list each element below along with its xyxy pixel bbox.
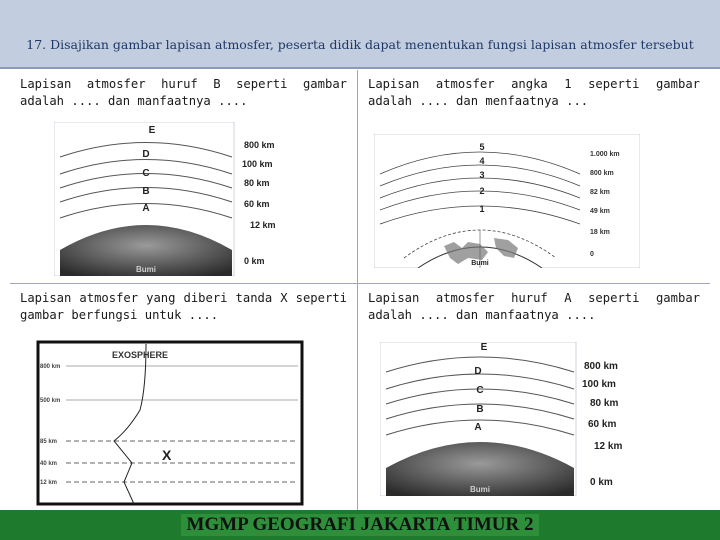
marker-x: X [162,447,172,463]
layer-label-b: B [476,404,484,415]
altitude-label: 100 km [242,159,273,169]
layer-label-d: D [142,149,150,160]
footer-title: MGMP GEOGRAFI JAKARTA TIMUR 2 [181,514,540,536]
layer-label-c: C [476,385,484,396]
question-text-4: Lapisan atmosfer huruf A seperti gambar adalah .... dan manfaatnya .... [368,291,700,322]
altitude-label: 12 km [250,220,276,230]
layer-label-b: B [142,186,150,197]
question-text-2: Lapisan atmosfer angka 1 seperti gambar adalah .... dan menfaatnya ... [368,77,700,108]
altitude-label: 800 km [244,140,275,150]
atmosphere-figure-letters-1 [54,122,292,276]
altitude-label: 80 km [590,398,619,409]
atmosphere-figure-letters-2 [380,342,638,496]
layer-label-5: 5 [479,142,485,152]
layer-label-c: C [142,168,150,179]
altitude-label: 82 km [590,189,610,196]
atmosphere-profile-figure [28,338,310,506]
question-title: 17. Disajikan gambar lapisan atmosfer, peserta didik dapat menentukan fungsi lapisan atmosfer tersebut [26,37,694,52]
question-cell-4 [358,284,710,510]
altitude-label: 800 km [590,170,614,177]
earth-label: Bumi [471,260,489,267]
altitude-label: 18 km [590,229,610,236]
altitude-label: 12 km [40,480,58,486]
question-text-1: Lapisan atmosfer huruf B seperti gambar adalah .... dan manfaatnya .... [20,77,347,108]
altitude-label: 1.000 km [590,151,620,158]
altitude-label: 49 km [590,208,610,215]
layer-label-e: E [148,125,156,136]
altitude-label: 80 km [244,178,270,188]
layer-label-a: A [474,422,482,433]
altitude-label: 0 [590,251,594,258]
altitude-label: 60 km [244,199,270,209]
layer-label-e: E [480,342,488,353]
layer-label-4: 4 [479,156,485,166]
altitude-label: 40 km [40,461,58,467]
layer-label-2: 2 [479,186,485,196]
header-bar [0,0,720,69]
altitude-label: 0 km [590,477,613,488]
altitude-label: 800 km [584,361,618,372]
altitude-label: 500 km [40,398,61,404]
altitude-label: 0 km [244,256,265,266]
atmosphere-figure-numbers [374,134,640,268]
altitude-label: 100 km [582,379,616,390]
layer-label-1: 1 [479,204,485,214]
altitude-label: 800 km [40,364,61,370]
altitude-label: 12 km [594,441,623,452]
layer-label-a: A [142,203,150,214]
question-cell-2 [358,70,710,284]
question-text-3: Lapisan atmosfer yang diberi tanda X seperti gambar berfungsi untuk .... [20,291,347,322]
layer-label-d: D [474,366,482,377]
altitude-label: 85 km [40,439,58,445]
earth-label: Bumi [470,485,490,494]
question-cell-3 [10,284,358,510]
question-cell-1 [10,70,358,284]
exosphere-label: EXOSPHERE [112,350,169,360]
layer-label-3: 3 [479,170,485,180]
footer-bar [0,510,720,540]
earth-label: Bumi [136,265,156,274]
altitude-label: 60 km [588,419,617,430]
